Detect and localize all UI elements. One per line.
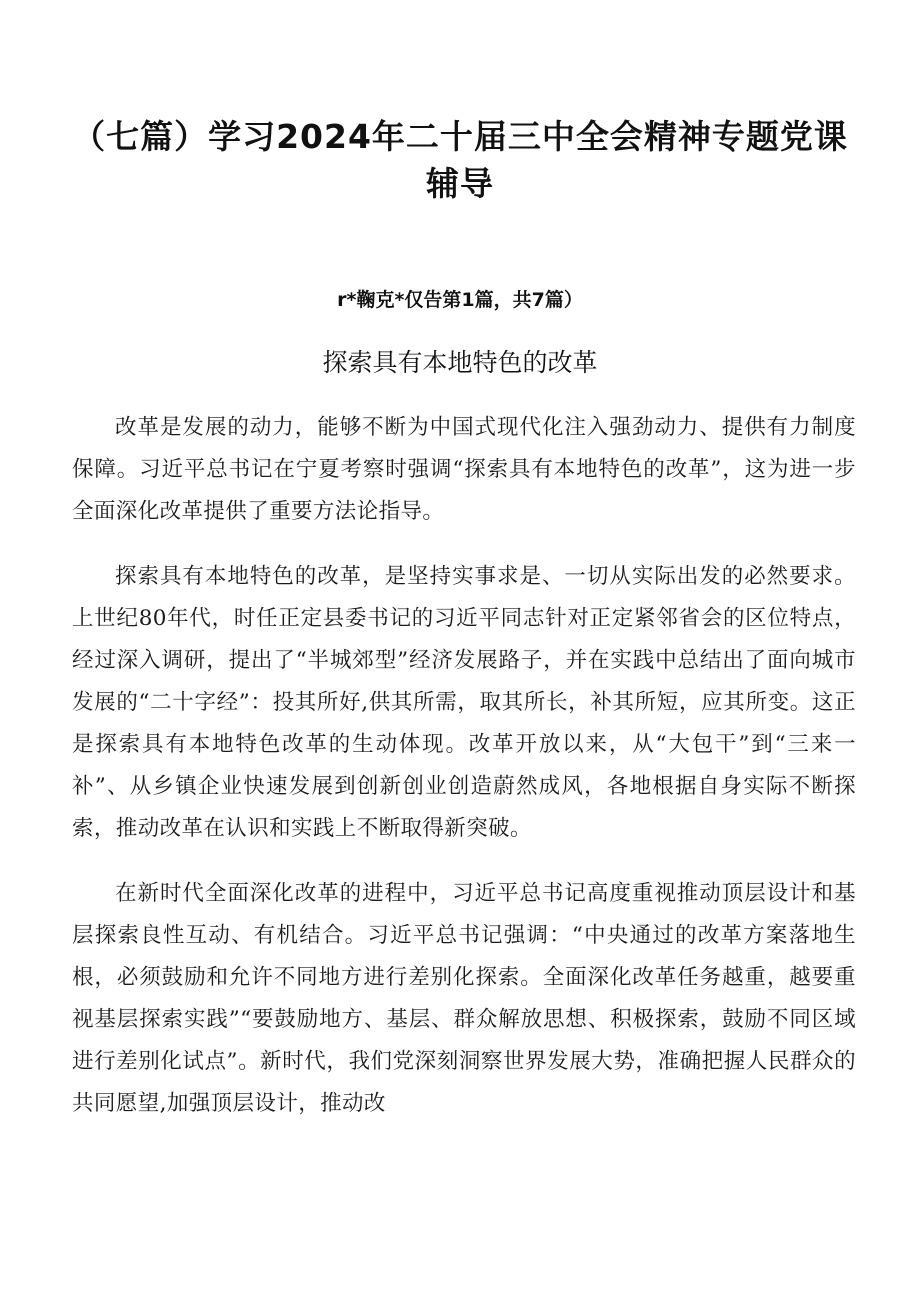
section-heading: 探索具有本地特色的改革	[322, 348, 598, 377]
document-title-line-1: （七篇）学习2024年二十届三中全会精神专题党课	[72, 117, 848, 156]
document-body	[72, 407, 856, 1148]
document-title	[60, 113, 860, 207]
document-title-line-2: 辅导	[426, 164, 494, 203]
document-subtitle: r*鞠克*仅告第1篇，共7篇）	[337, 289, 583, 311]
body-paragraph-3: 在新时代全面深化改革的进程中，习近平总书记高度重视推动顶层设计和基层探索良性互动、有机结合。习近平总书记强调：“中央通过的改革方案落地生根，必须鼓励和允许不同地方进行差别化探索。全面深化改革任务越重，越要重视基层探索实践”“要鼓励地方、基层、群众解放思想、积极探索，鼓励不同区域进行差别化试点”。新时代，我们党深刻洞察世界发展大势，准确把握人民群众的共同愿望,加强顶层设计，推动改	[72, 881, 856, 1116]
body-paragraph-1: 改革是发展的动力，能够不断为中国式现代化注入强劲动力、提供有力制度保障。习近平总书记在宁夏考察时强调“探索具有本地特色的改革”，这为进一步全面深化改革提供了重要方法论指导。	[72, 415, 856, 524]
body-paragraph-2: 探索具有本地特色的改革，是坚持实事求是、一切从实际出发的必然要求。上世纪80年代，时任正定县委书记的习近平同志针对正定紧邻省会的区位特点，经过深入调研，提出了“半城郊型”经济发展路子，并在实践中总结出了面向城市发展的“二十字经”：投其所好,供其所需，取其所长，补其所短，应其所变。这正是探索具有本地特色改革的生动体现。改革开放以来，从“大包干”到“三来一补”、从乡镇企业快速发展到创新创业创造蔚然成风，各地根据自身实际不断探索，推动改革在认识和实践上不断取得新突破。	[72, 564, 856, 841]
